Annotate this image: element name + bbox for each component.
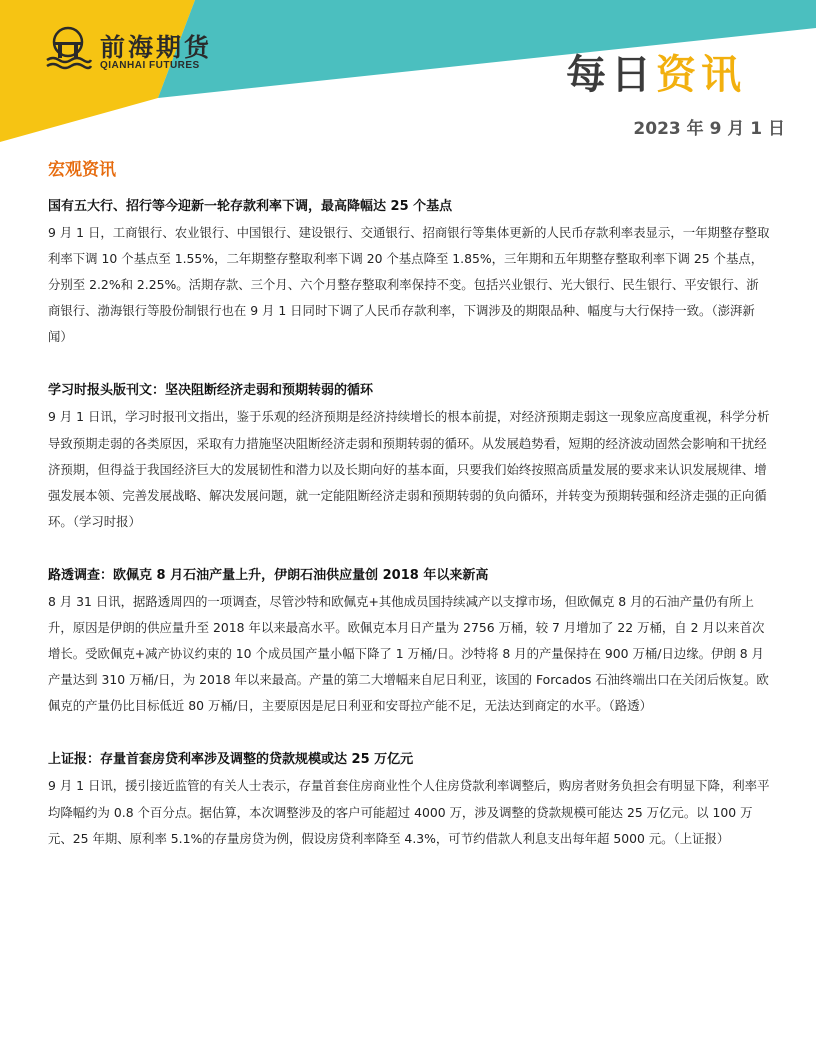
logo-chinese-name: 前海期货 (100, 33, 213, 62)
news-body: 9 月 1 日，工商银行、农业银行、中国银行、建设银行、交通银行、招商银行等集体更新的人民币存款利率表显示，一年期整存整取利率下调 10 个基点至 1.55%，二年期整存整取利率下调 20 个基点降至 1.85%，三年期和五年期整存整取利率下调 25 个基点，分别至 2.2%和 2.25%。活期存款、三个月、六个月整存整取利率保持不变。包括兴业银行、光大银行、民生银行、平安银行、浙商银行、渤海银行等股份制银行也在 9 月 1 日同时下调了人民币存款利率，下调涉及的期限品种、幅度与大行保持一致。（澎湃新闻） (48, 225, 770, 345)
section-title: 宏观资讯 (48, 160, 116, 180)
company-logo (44, 26, 244, 78)
qianhai-logo-icon (44, 26, 92, 72)
news-body: 9 月 1 日讯，援引接近监管的有关人士表示，存量首套住房商业性个人住房贷款利率调整后，购房者财务负担会有明显下降，利率平均降幅约为 0.8 个百分点。据估算，本次调整涉及的客户可能超过 4000 万，涉及调整的贷款规模可能达 25 万亿元。以 100 万元、25 年期、原利率 5.1%的存量房贷为例，假设房贷利率降至 4.3%，可节约借款人利息支出每年超 5000 元。（上证报） (48, 778, 770, 846)
news-headline: 国有五大行、招行等今迎新一轮存款利率下调，最高降幅达 25 个基点 (48, 199, 453, 214)
document-title (566, 51, 746, 99)
news-item (48, 747, 770, 851)
news-headline: 上证报：存量首套房贷利率涉及调整的贷款规模或达 25 万亿元 (48, 752, 414, 768)
title-part-daily: 每日 (566, 52, 656, 98)
news-item (48, 194, 770, 350)
title-part-news: 资讯 (656, 52, 746, 98)
document-date: 2023 年 9 月 1 日 (633, 119, 785, 139)
news-headline: 学习时报头版刊文：坚决阻断经济走弱和预期转弱的循环 (48, 383, 374, 399)
news-item (48, 378, 770, 534)
news-body: 9 月 1 日讯，学习时报刊文指出，鉴于乐观的经济预期是经济持续增长的根本前提，对经济预期走弱这一现象应高度重视，科学分析导致预期走弱的各类原因，采取有力措施坚决阻断经济走弱和预期转弱的循环。从发展趋势看，短期的经济波动固然会影响和干扰经济预期，但得益于我国经济巨大的发展韧性和潜力以及长期向好的基本面，只要我们始终按照高质量发展的要求来认识发展规律、增强发展本领、完善发展战略、解决发展问题，就一定能阻断经济走弱和预期转弱的负向循环，并转变为预期转强和经济走强的正向循环。（学习时报） (48, 409, 770, 529)
news-item (48, 563, 770, 719)
logo-english-name: QIANHAI FUTURES (100, 60, 200, 71)
news-headline: 路透调查：欧佩克 8 月石油产量上升，伊朗石油供应量创 2018 年以来新高 (48, 567, 489, 583)
news-body: 8 月 31 日讯，据路透周四的一项调查，尽管沙特和欧佩克+其他成员国持续减产以支撑市场，但欧佩克 8 月的石油产量仍有所上升，原因是伊朗的供应量升至 2018 年以来最高水平。欧佩克本月日产量为 2756 万桶，较 7 月增加了 22 万桶，自 2 月以来首次增长。受欧佩克+减产协议约束的 10 个成员国产量小幅下降了 1 万桶/日。沙特将 8 月的产量保持在 900 万桶/日边缘。伊朗 8 月产量达到 310 万桶/日，为 2018 年以来最高。产量的第二大增幅来自尼日利亚，该国的 Forcados 石油终端出口在关闭后恢复。欧佩克的产量仍比目标低近 80 万桶/日，主要原因是尼日利亚和安哥拉产能不足，无法达到商定的水平。（路透） (48, 593, 769, 714)
main-content (48, 158, 770, 880)
